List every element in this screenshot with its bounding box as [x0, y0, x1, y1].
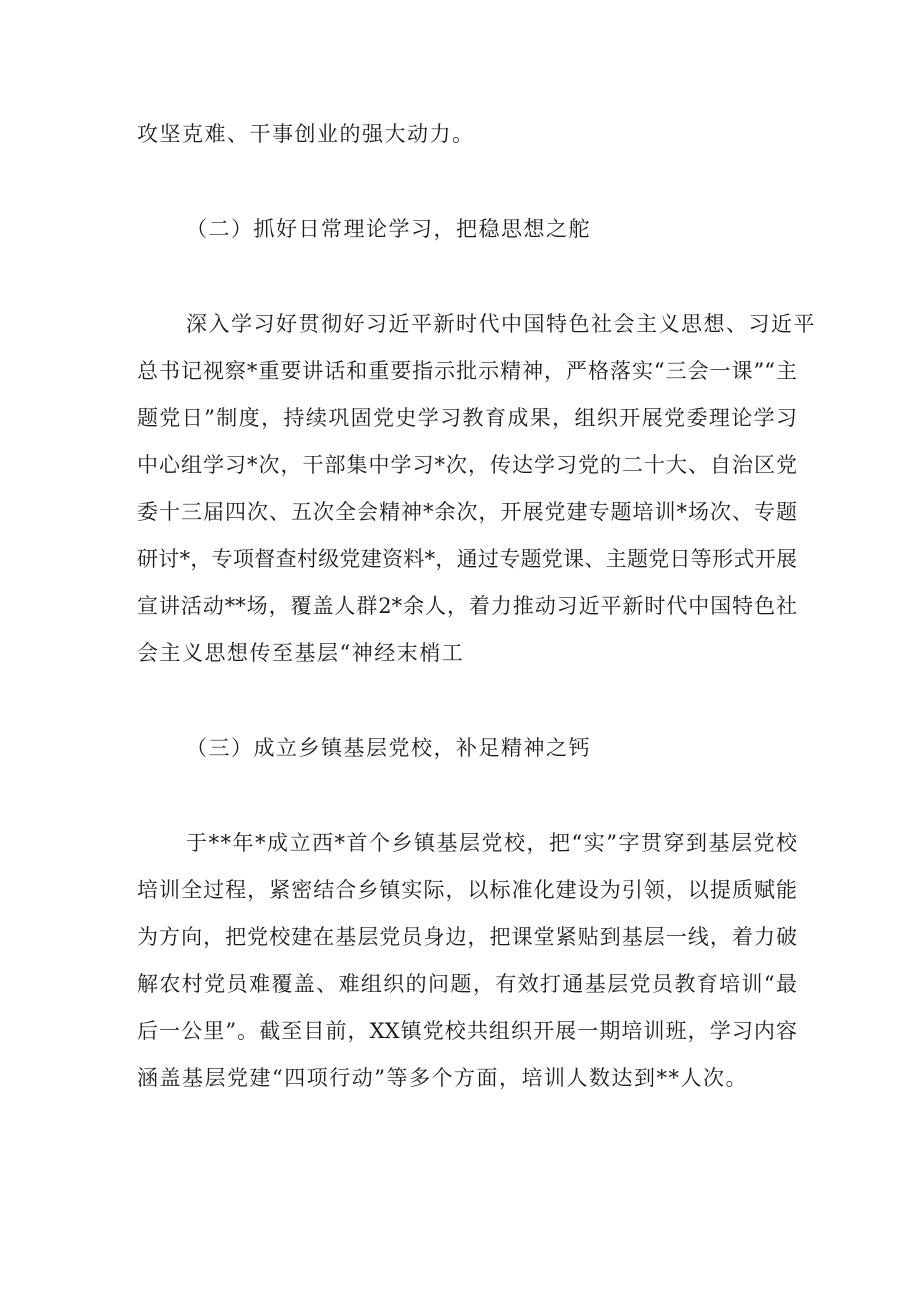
paragraph-line: 攻坚克难、干事创业的强大动力。: [137, 122, 475, 146]
paragraph-line: 委十三届四次、五次全会精神*余次，开展党建专题培训*场次、专题: [137, 500, 797, 524]
paragraph-line: 会主义思想传至基层“神经末梢工: [137, 641, 465, 665]
paragraph-line: 后一公里”。截至目前，XX镇党校共组织开展一期培训班，学习内容: [137, 1019, 797, 1043]
paragraph-line: 培训全过程，紧密结合乡镇实际，以标准化建设为引领，以提质赋能: [137, 878, 797, 902]
paragraph-line: 题党日”制度，持续巩固党史学习教育成果，组织开展党委理论学习: [137, 406, 797, 430]
paragraph-line: 宣讲活动**场，覆盖人群2*余人，着力推动习近平新时代中国特色社: [137, 594, 797, 618]
paragraph-line: 解农村党员难覆盖、难组织的问题，有效打通基层党员教育培训“最: [137, 972, 797, 996]
paragraph-line: 涵盖基层党建“四项行动”等多个方面，培训人数达到**人次。: [137, 1066, 748, 1090]
paragraph-line: 研讨*，专项督查村级党建资料*，通过专题党课、主题党日等形式开展: [137, 547, 797, 571]
paragraph-line: 为方向，把党校建在基层党员身边，把课堂紧贴到基层一线，着力破: [137, 925, 797, 949]
paragraph-line: 中心组学习*次，干部集中学习*次，传达学习党的二十大、自治区党: [137, 453, 797, 477]
section-heading-3: （三）成立乡镇基层党校，补足精神之钙: [186, 736, 591, 760]
paragraph-line: 深入学习好贯彻好习近平新时代中国特色社会主义思想、习近平: [186, 312, 816, 336]
paragraph-line: 总书记视察*重要讲话和重要指示批示精神，严格落实“三会一课”“主: [137, 359, 797, 383]
paragraph-line: 于**年*成立西*首个乡镇基层党校，把“实”字贯穿到基层党校: [186, 831, 799, 855]
section-heading-2: （二）抓好日常理论学习，把稳思想之舵: [186, 217, 591, 241]
